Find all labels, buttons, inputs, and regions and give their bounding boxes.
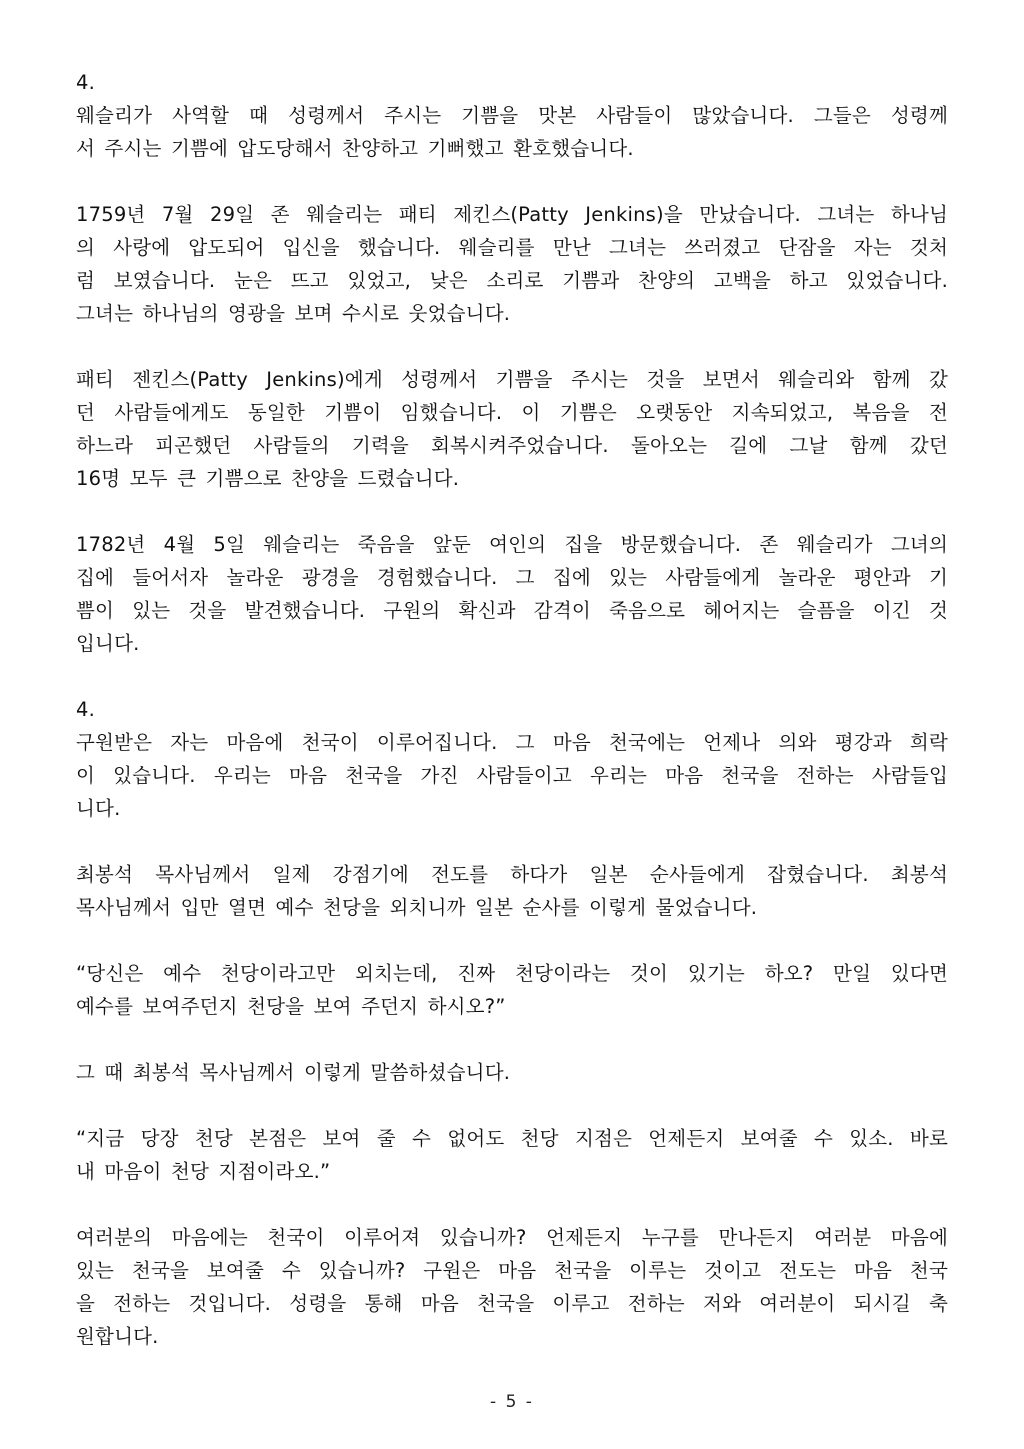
paragraph-line: 집에 들어서자 놀라운 광경을 경험했습니다. 그 집에 있는 사람들에게 놀라운 평안과 기 [76, 566, 948, 589]
paragraph-line: 서 주시는 기쁨에 압도당해서 찬양하고 기뻐했고 환호했습니다. [76, 137, 634, 160]
paragraph-line: 던 사람들에게도 동일한 기쁨이 임했습니다. 이 기쁨은 오랫동안 지속되었고, 복음을 전 [76, 401, 948, 424]
paragraph-line: 원합니다. [76, 1325, 159, 1348]
paragraph [76, 66, 948, 165]
paragraph-line: 을 전하는 것입니다. 성령을 통해 마음 천국을 이루고 전하는 저와 여러분이 되시길 축 [76, 1292, 948, 1315]
paragraph [76, 1122, 948, 1188]
paragraph-line: 그 때 최봉석 목사님께서 이렇게 말씀하셨습니다. [76, 1061, 511, 1084]
paragraph-line: 예수를 보여주던지 천당을 보여 주던지 하시오?” [76, 995, 506, 1018]
paragraph [76, 858, 948, 924]
paragraph-line: “지금 당장 천당 본점은 보여 줄 수 없어도 천당 지점은 언제든지 보여줄 수 있소. 바로 [76, 1127, 948, 1150]
paragraph-line: 최봉석 목사님께서 일제 강점기에 전도를 하다가 일본 순사들에게 잡혔습니다. 최봉석 [76, 863, 948, 886]
section-number: 4. [76, 698, 96, 721]
paragraph-line: 이 있습니다. 우리는 마음 천국을 가진 사람들이고 우리는 마음 천국을 전하는 사람들입 [76, 764, 948, 787]
paragraph [76, 1056, 948, 1089]
paragraph-line: 구원받은 자는 마음에 천국이 이루어집니다. 그 마음 천국에는 언제나 의와 평강과 희락 [76, 731, 948, 754]
paragraph-line: 있는 천국을 보여줄 수 있습니까? 구원은 마음 천국을 이루는 것이고 전도는 마음 천국 [76, 1259, 948, 1282]
paragraph [76, 693, 948, 825]
document-body [76, 66, 948, 1386]
paragraph-line: 니다. [76, 797, 121, 820]
paragraph [76, 198, 948, 330]
paragraph-line: 쁨이 있는 것을 발견했습니다. 구원의 확신과 감격이 죽음으로 헤어지는 슬픔을 이긴 것 [76, 599, 948, 622]
paragraph-line: 목사님께서 입만 열면 예수 천당을 외치니까 일본 순사를 이렇게 물었습니다. [76, 896, 758, 919]
paragraph-line: 내 마음이 천당 지점이라오.” [76, 1160, 331, 1183]
paragraph [76, 1221, 948, 1353]
paragraph-line: 1759년 7월 29일 존 웨슬리는 패티 제킨스(Patty Jenkins)을 만났습니다. 그녀는 하나님 [76, 203, 948, 226]
paragraph-line: 여러분의 마음에는 천국이 이루어져 있습니까? 언제든지 누구를 만나든지 여러분 마음에 [76, 1226, 948, 1249]
paragraph-line: 16명 모두 큰 기쁨으로 찬양을 드렸습니다. [76, 467, 460, 490]
paragraph-line: 의 사랑에 압도되어 입신을 했습니다. 웨슬리를 만난 그녀는 쓰러졌고 단잠을 자는 것처 [76, 236, 948, 259]
paragraph-line: 입니다. [76, 632, 140, 655]
paragraph [76, 528, 948, 660]
paragraph-line: “당신은 예수 천당이라고만 외치는데, 진짜 천당이라는 것이 있기는 하오? 만일 있다면 [76, 962, 948, 985]
paragraph [76, 363, 948, 495]
paragraph [76, 957, 948, 1023]
section-number: 4. [76, 71, 96, 94]
paragraph-line: 1782년 4월 5일 웨슬리는 죽음을 앞둔 여인의 집을 방문했습니다. 존 웨슬리가 그녀의 [76, 533, 948, 556]
paragraph-line: 하느라 피곤했던 사람들의 기력을 회복시켜주었습니다. 돌아오는 길에 그날 함께 갔던 [76, 434, 948, 457]
paragraph-line: 웨슬리가 사역할 때 성령께서 주시는 기쁨을 맛본 사람들이 많았습니다. 그들은 성령께 [76, 104, 948, 127]
paragraph-line: 그녀는 하나님의 영광을 보며 수시로 웃었습니다. [76, 302, 511, 325]
paragraph-line: 럼 보였습니다. 눈은 뜨고 있었고, 낮은 소리로 기쁨과 찬양의 고백을 하고 있었습니다. [76, 269, 948, 292]
paragraph-line: 패티 젠킨스(Patty Jenkins)에게 성령께서 기쁨을 주시는 것을 보면서 웨슬리와 함께 갔 [76, 368, 948, 391]
page-number: - 5 - [490, 1392, 534, 1412]
